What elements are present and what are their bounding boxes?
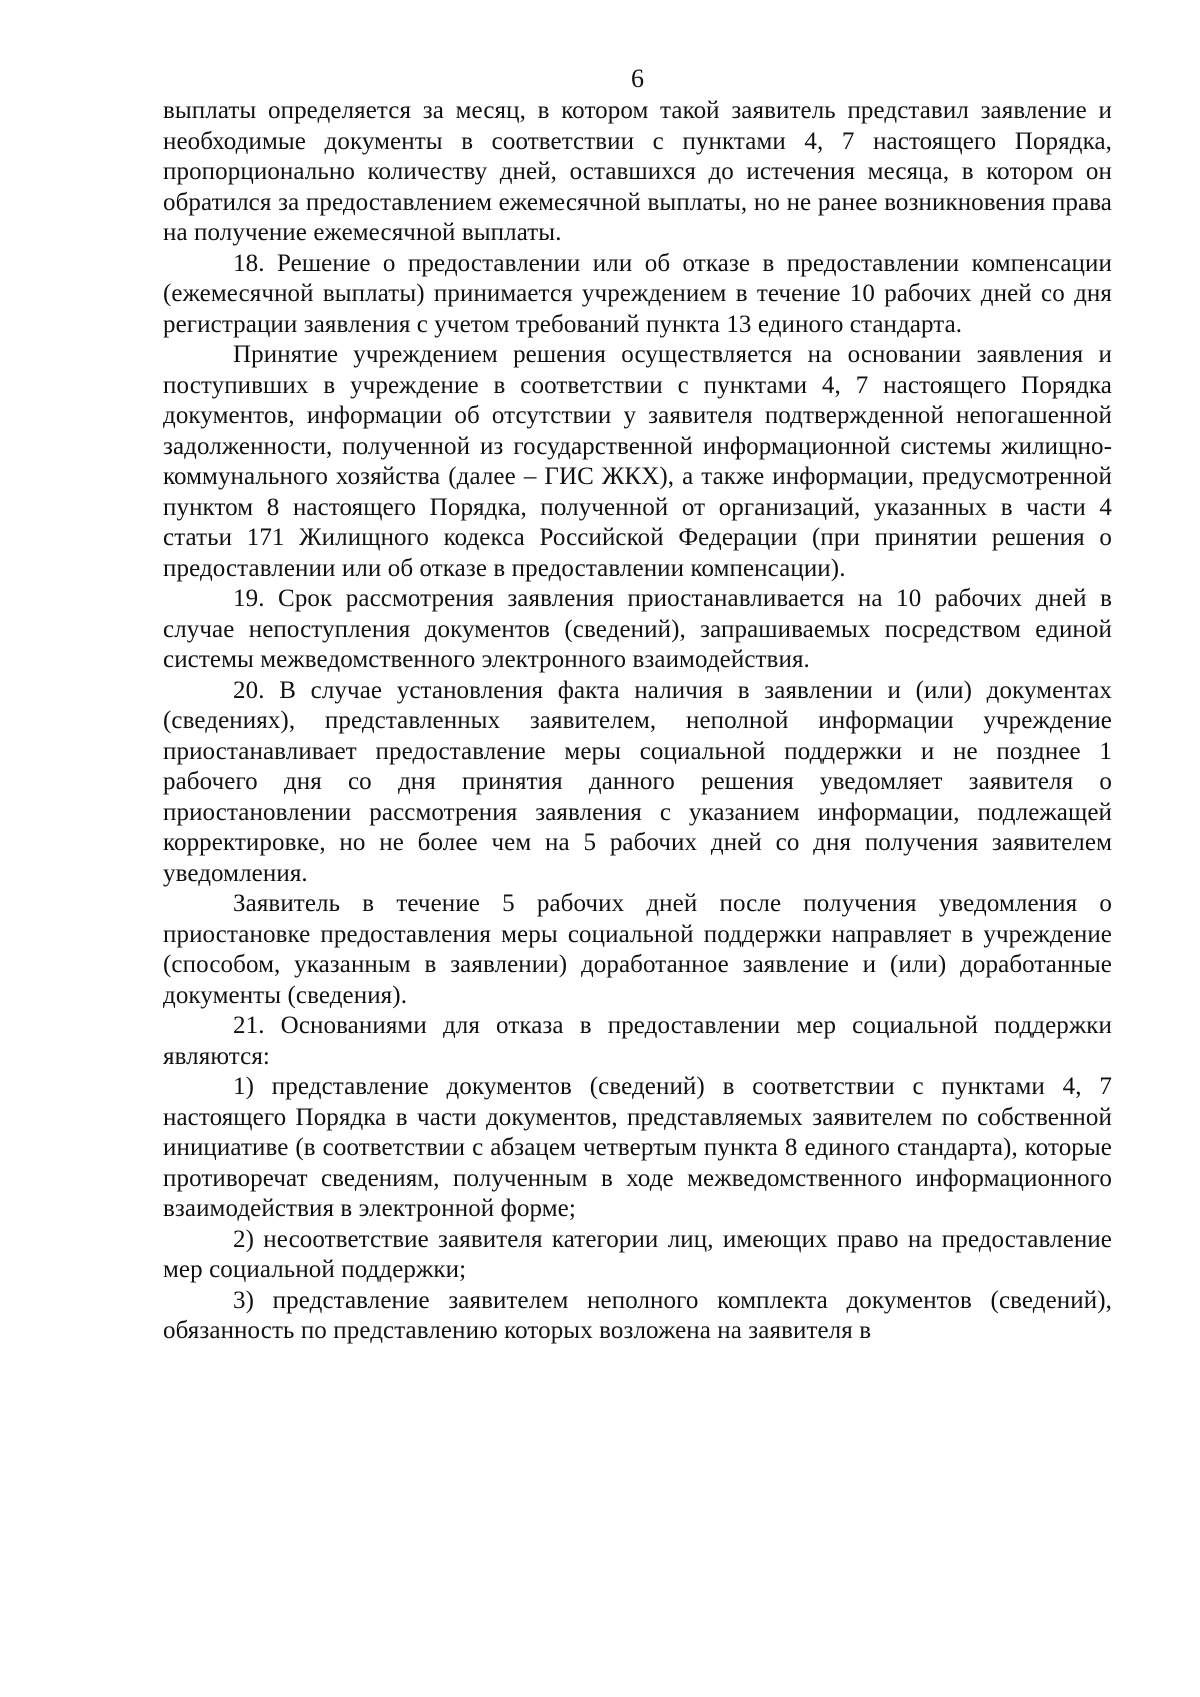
paragraph-item-21: 21. Основаниями для отказа в предоставлении мер социальной поддержки являются:	[163, 1012, 1112, 1070]
page-number: 6	[631, 64, 644, 93]
paragraph-continuation: выплаты определяется за месяц, в котором такой заявитель представил заявление и необходимые документы в соответствии с пунктами 4, 7 настоящего Порядка, пропорционально количеству дней, оставшихся до истечения месяца, в котором он обратился за предоставлением ежемесячной выплаты, но не ранее возникновения права на получение ежемесячной выплаты.	[163, 97, 1112, 246]
paragraph-subitem-1: 1) представление документов (сведений) в соответствии с пунктами 4, 7 настоящего Порядка в части документов, представляемых заявителем по собственной инициативе (в соответствии с абзацем четвертым пункта 8 единого стандарта), которые противоречат сведениям, полученным в ходе межведомственного информационного взаимодействия в электронной форме;	[163, 1073, 1112, 1222]
paragraph-item-20: 20. В случае установления факта наличия в заявлении и (или) документах (сведениях), представленных заявителем, неполной информации учреждение приостанавливает предоставление меры социальной поддержки и не позднее 1 рабочего дня со дня принятия данного решения уведомляет заявителя о приостановлении рассмотрения заявления с указанием информации, подлежащей корректировке, но не более чем на 5 рабочих дней со дня получения заявителем уведомления.	[163, 676, 1112, 887]
paragraph-decision-basis: Принятие учреждением решения осуществляется на основании заявления и поступивших в учреждение в соответствии с пунктами 4, 7 настоящего Порядка документов, информации об отсутствии у заявителя подтвержденной непогашенной задолженности, полученной из государственной информационной системы жилищно-коммунального хозяйства (далее – ГИС ЖКХ), а также информации, предусмотренной пунктом 8 настоящего Порядка, полученной от организаций, указанных в части 4 статьи 171 Жилищного кодекса Российской Федерации (при принятии решения о предоставлении или об отказе в предоставлении компенсации).	[163, 341, 1112, 582]
paragraph-item-19: 19. Срок рассмотрения заявления приостанавливается на 10 рабочих дней в случае непоступления документов (сведений), запрашиваемых посредством единой системы межведомственного электронного взаимодействия.	[163, 585, 1112, 673]
document-body	[163, 96, 1112, 1347]
paragraph-item-18: 18. Решение о предоставлении или об отказе в предоставлении компенсации (ежемесячной выплаты) принимается учреждением в течение 10 рабочих дней со дня регистрации заявления с учетом требований пункта 13 единого стандарта.	[163, 249, 1112, 338]
paragraph-subitem-3: 3) представление заявителем неполного комплекта документов (сведений), обязанность по представлению которых возложена на заявителя в	[163, 1286, 1112, 1344]
paragraph-applicant-response: Заявитель в течение 5 рабочих дней после получения уведомления о приостановке предоставления меры социальной поддержки направляет в учреждение (способом, указанным в заявлении) доработанное заявление и (или) доработанные документы (сведения).	[163, 890, 1112, 1009]
paragraph-subitem-2: 2) несоответствие заявителя категории лиц, имеющих право на предоставление мер социальной поддержки;	[163, 1225, 1112, 1283]
